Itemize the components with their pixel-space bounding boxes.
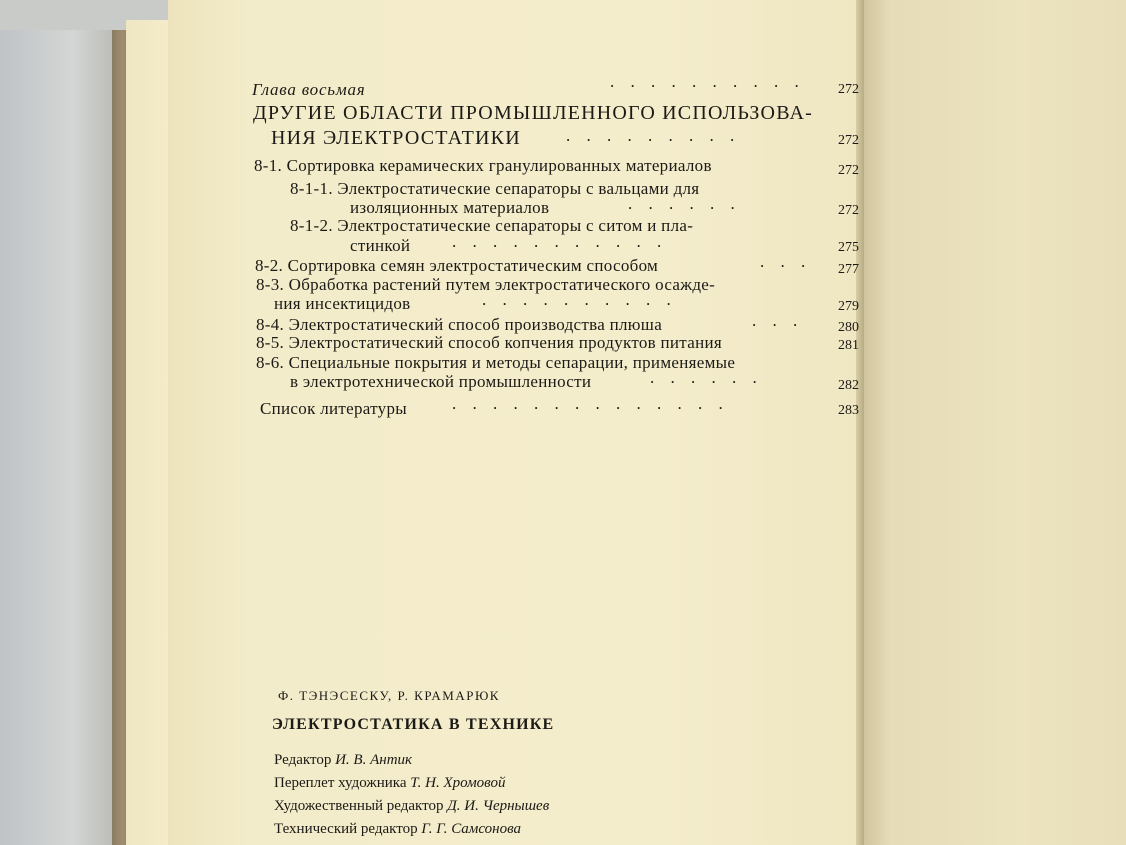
toc-entry-8-2-page: 277 <box>838 262 859 277</box>
chapter-title-line-1: ДРУГИЕ ОБЛАСТИ ПРОМЫШЛЕННОГО ИСПОЛЬЗОВА- <box>253 102 813 124</box>
chapter-title-dots: . . . . . . . . . <box>566 126 741 145</box>
imprint-credit-role: Технический редактор <box>274 821 418 837</box>
toc-entry-8-3-line-2: ния инсектицидов <box>274 294 411 313</box>
toc-entry-8-5-page: 281 <box>838 338 859 353</box>
imprint-book-title: ЭЛЕКТРОСТАТИКА В ТЕХНИКЕ <box>272 716 555 733</box>
imprint-credit-name: Г. Г. Самсонова <box>421 821 522 837</box>
book-gutter <box>856 0 864 845</box>
imprint-credit-name: И. В. Антик <box>335 752 413 768</box>
imprint-credit-role: Переплет художника <box>274 775 407 791</box>
imprint-authors: Ф. ТЭНЭСЕСКУ, Р. КРАМАРЮК <box>278 688 500 703</box>
toc-entry-8-1-2-page: 275 <box>838 240 859 255</box>
toc-entry-8-3-line-1: 8-3. Обработка растений путем электростатического осажде- <box>256 275 716 294</box>
toc-entry-8-6-page: 282 <box>838 378 859 393</box>
chapter-label-page: 272 <box>838 82 859 97</box>
toc-entry-8-1-line-1: 8-1. Сортировка керамических гранулированных материалов <box>254 156 712 175</box>
toc-entry-8-4-line-1: 8-4. Электростатический способ производства плюша <box>256 315 663 334</box>
toc-entry-8-1-2-dots: . . . . . . . . . . . <box>452 232 668 251</box>
imprint-credit-role: Редактор <box>274 752 332 768</box>
toc-entry-8-1-2-line-1: 8-1-2. Электростатические сепараторы с ситом и пла- <box>290 216 694 235</box>
imprint-credit-binding-artist <box>274 775 505 792</box>
toc-entry-8-1-1-page: 272 <box>838 203 859 218</box>
toc-entry-8-2-dots: . . . <box>760 252 812 271</box>
toc-entry-8-5-line-1: 8-5. Электростатический способ копчения продуктов питания <box>256 333 722 352</box>
toc-entry-8-3-page: 279 <box>838 299 859 314</box>
bibliography-label: Список литературы <box>260 399 407 418</box>
toc-entry-8-6-dots: . . . . . . <box>650 368 763 387</box>
imprint-credit-tech-editor <box>274 821 521 838</box>
chapter-title-line-2: НИЯ ЭЛЕКТРОСТАТИКИ <box>271 127 521 149</box>
toc-entry-8-4-page: 280 <box>838 320 859 335</box>
imprint-credit-name: Д. И. Чернышев <box>447 798 550 814</box>
imprint-credit-name: Т. Н. Хромовой <box>410 775 506 791</box>
toc-entry-8-4-dots: . . . <box>752 311 804 330</box>
imprint-credit-role: Художественный редактор <box>274 798 444 814</box>
toc-entry-8-1-2-line-2: стинкой <box>350 236 411 255</box>
toc-entry-8-1-1-dots: . . . . . . <box>628 194 741 213</box>
imprint-credit-editor <box>274 752 412 769</box>
facing-page <box>864 0 1126 845</box>
toc-entry-8-6-line-2: в электротехнической промышленности <box>290 372 592 391</box>
toc-entry-8-3-dots: . . . . . . . . . . <box>482 290 677 309</box>
chapter-label-dots: . . . . . . . . . . <box>610 72 805 91</box>
chapter-label: Глава восьмая <box>252 80 366 99</box>
toc-entry-8-1-page: 272 <box>838 163 859 178</box>
toc-entry-8-2-line-1: 8-2. Сортировка семян электростатическим способом <box>255 256 659 275</box>
toc-entry-8-6-line-1: 8-6. Специальные покрытия и методы сепарации, применяемые <box>256 353 736 372</box>
bibliography-dots: . . . . . . . . . . . . . . <box>452 394 729 413</box>
imprint-credit-art-editor <box>274 798 549 815</box>
table-background <box>0 0 120 845</box>
toc-entry-8-1-1-line-1: 8-1-1. Электростатические сепараторы с вальцами для <box>290 179 700 198</box>
chapter-title-page: 272 <box>838 133 859 148</box>
toc-entry-8-1-1-line-2: изоляционных материалов <box>350 198 550 217</box>
bibliography-page: 283 <box>838 403 859 418</box>
